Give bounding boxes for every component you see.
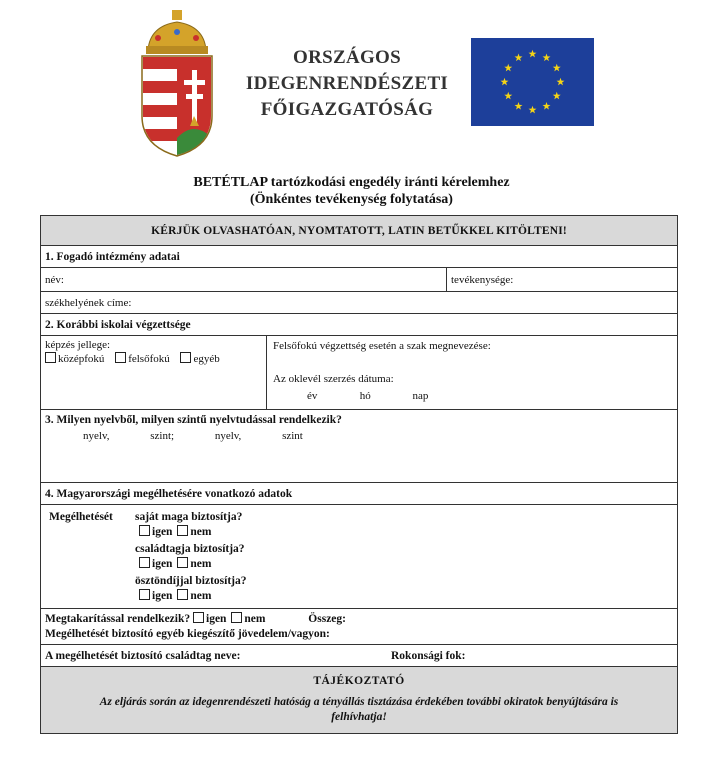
self-support-question: saját maga biztosítja?: [135, 511, 243, 523]
section-4-title: 4. Magyarországi megélhetésére vonatkozó adatok: [41, 483, 677, 505]
scholarship-yes-checkbox[interactable]: [139, 589, 150, 600]
amount-label: Összeg:: [308, 613, 346, 625]
self-no-checkbox[interactable]: [177, 525, 188, 536]
title-line-2: (Önkéntes tevékenység folytatása): [250, 192, 453, 207]
self-no-label: nem: [190, 526, 212, 538]
information-title: TÁJÉKOZTATÓ: [313, 675, 405, 687]
other-checkbox[interactable]: [180, 352, 191, 363]
education-row: [41, 336, 677, 410]
savings-section: [41, 609, 677, 645]
scholarship-support-question: ösztöndíjjal biztosítja?: [135, 575, 247, 587]
org-line-2: IDEGENRENDÉSZETI: [245, 73, 449, 94]
family-member-name-label: A megélhetését biztosító családtag neve:: [45, 650, 241, 662]
secondary-label: középfokú: [58, 353, 105, 365]
language-section[interactable]: [41, 410, 677, 483]
eu-flag-icon: [471, 38, 594, 126]
name-label: név:: [45, 274, 64, 286]
activity-label: tevékenysége:: [451, 274, 514, 286]
language-1-label: nyelv,: [83, 430, 110, 442]
application-form: [40, 215, 678, 734]
scholarship-yes-label: igen: [152, 590, 173, 602]
seat-address-label: székhelyének címe:: [45, 297, 132, 309]
org-line-1: ORSZÁGOS: [293, 47, 401, 68]
degree-cell[interactable]: [267, 336, 677, 409]
education-type-label: képzés jellege:: [45, 339, 111, 351]
self-yes-checkbox[interactable]: [139, 525, 150, 536]
family-yes-label: igen: [152, 558, 173, 570]
title-line-1: BETÉTLAP tartózkodási engedély iránti kérelemhez: [193, 175, 510, 190]
savings-yes-label: igen: [206, 613, 227, 625]
information-box: [41, 667, 677, 733]
month-label: hó: [359, 390, 371, 402]
higher-checkbox[interactable]: [115, 352, 126, 363]
other-income-label: Megélhetését biztosító egyéb kiegészítő jövedelem/vagyon:: [45, 628, 330, 640]
name-field[interactable]: [41, 268, 447, 291]
section-1-title: 1. Fogadó intézmény adatai: [41, 246, 677, 268]
family-yes-checkbox[interactable]: [139, 557, 150, 568]
family-support-question: családtagja biztosítja?: [135, 543, 245, 555]
host-institution-row: [41, 268, 677, 292]
section-2-title: 2. Korábbi iskolai végzettsége: [41, 314, 677, 336]
education-type-cell: [41, 336, 267, 409]
family-member-row[interactable]: [41, 645, 677, 667]
secondary-checkbox[interactable]: [45, 352, 56, 363]
family-no-checkbox[interactable]: [177, 557, 188, 568]
org-line-3: FŐIGAZGATÓSÁG: [260, 99, 434, 120]
livelihood-section: [41, 505, 677, 609]
level-1-label: szint;: [150, 430, 175, 442]
diploma-date-label: Az oklevél szerzés dátuma:: [273, 373, 394, 385]
scholarship-no-checkbox[interactable]: [177, 589, 188, 600]
language-2-label: nyelv,: [214, 430, 242, 442]
seat-address-field[interactable]: [41, 292, 677, 314]
major-label: Felsőfokú végzettség esetén a szak megnevezése:: [273, 340, 491, 352]
savings-no-checkbox[interactable]: [231, 612, 242, 623]
savings-no-label: nem: [244, 613, 266, 625]
hungarian-coat-of-arms-icon: [138, 8, 216, 158]
year-label: év: [307, 390, 318, 402]
instruction-banner: KÉRJÜK OLVASHATÓAN, NYOMTATOTT, LATIN BETŰKKEL KITÖLTENI!: [41, 216, 677, 246]
day-label: nap: [412, 390, 429, 402]
self-yes-label: igen: [152, 526, 173, 538]
section-3-title: 3. Milyen nyelvből, milyen szintű nyelvtudással rendelkezik?: [45, 414, 342, 426]
savings-question: Megtakarítással rendelkezik?: [45, 613, 191, 625]
scholarship-no-label: nem: [190, 590, 212, 602]
level-2-label: szint: [282, 430, 303, 442]
other-label: egyéb: [193, 353, 220, 365]
information-text: Az eljárás során az idegenrendészeti hatóság a tényállás tisztázása érdekében további okiratok benyújtására is felhívhatja!: [99, 696, 619, 723]
family-no-label: nem: [190, 558, 212, 570]
livelihood-label: Megélhetését: [49, 511, 113, 523]
relationship-label: Rokonsági fok:: [391, 650, 466, 662]
activity-field[interactable]: [447, 268, 513, 291]
document-title: [0, 174, 703, 208]
organization-name: [232, 45, 462, 123]
document-header: [0, 0, 703, 165]
savings-yes-checkbox[interactable]: [193, 612, 204, 623]
higher-label: felsőfokú: [128, 353, 170, 365]
